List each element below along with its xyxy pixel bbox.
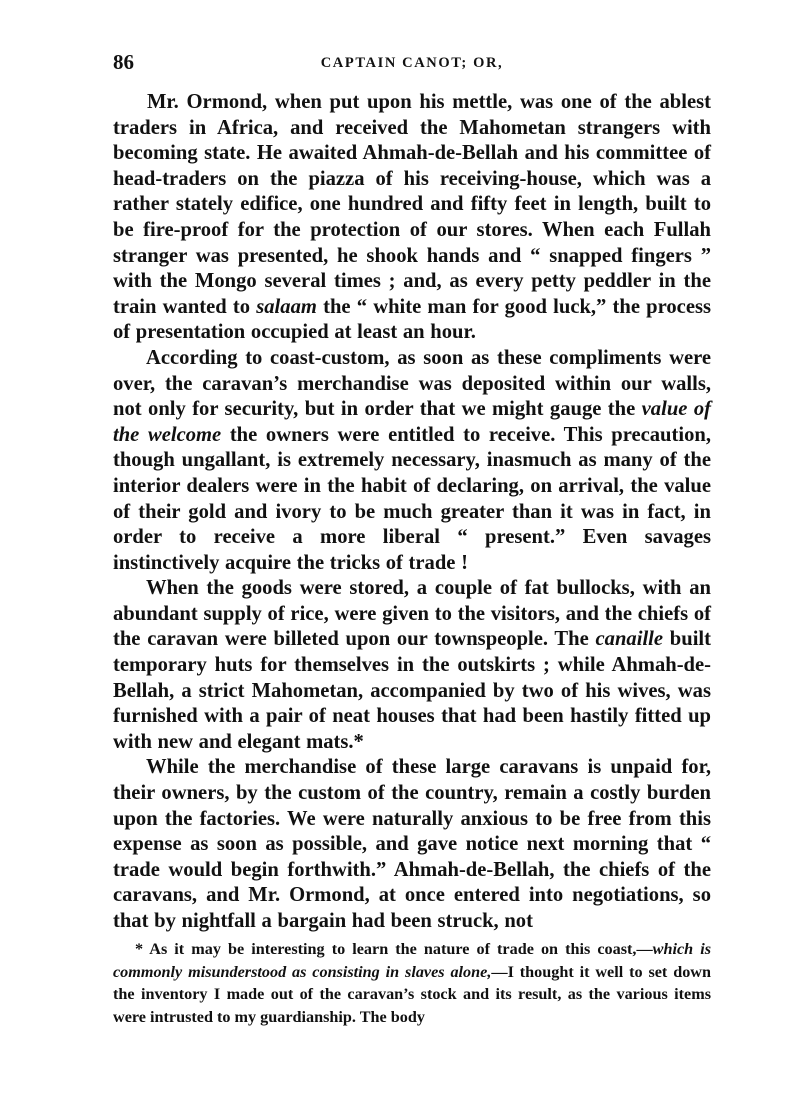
running-head: CAPTAIN CANOT; OR, xyxy=(320,55,504,71)
paragraph-3 xyxy=(113,576,711,755)
italic-phrase-value-of-welcome: value of the welcome xyxy=(113,398,711,446)
page-number: 86 xyxy=(113,50,134,74)
text-segment: According to coast-custom, as soon as these compliments were over, the caravan’s merchandise was deposited within our walls, not only for security, but in order that we might gauge the xyxy=(113,346,711,421)
text-segment: While the merchandise of these large caravans is unpaid for, their owners, by the custom of the country, remain a costly burden upon the factories. We were naturally anxious to be free from this expense as soon as possible, and gave notice next morning that “ trade would begin forthwith.” Ahmah-de-Bellah, the chiefs of the caravans, and Mr. Ormond, at once entered into negotiations, so that by nightfall a bargain had been struck, not xyxy=(113,756,711,932)
italic-footnote-phrase: which is commonly misunderstood as consisting in slaves alone, xyxy=(113,940,711,981)
text-segment: built temporary huts for themselves in the outskirts ; while Ahmah-de-Bellah, a strict Mahometan, accompanied by two of his wives, was furnished with a pair of neat houses that had been hastily fitted up with new and elegant mats.* xyxy=(113,628,711,753)
page-header xyxy=(113,50,711,80)
text-segment: Mr. Ormond, when put upon his mettle, was one of the ablest traders in Africa, and received the Mahometan strangers with becoming state. He awaited Ahmah-de-Bellah and his committee of head-traders on the piazza of his receiving-house, which was a rather stately edifice, one hundred and fifty feet in length, built to be fire-proof for the protection of our stores. When each Fullah stranger was presented, he shook hands and “ snapped fingers ” with the Mongo several times ; and, as every petty peddler in the train wanted to xyxy=(113,91,711,318)
paragraph-2 xyxy=(113,346,711,576)
text-segment: * As it may be interesting to learn the nature of trade on this coast,— xyxy=(135,940,653,958)
italic-word-salaam: salaam xyxy=(256,295,317,318)
text-segment: —I thought it well to set down the inventory I made out of the caravan’s stock and its result, as the various items were intrusted to my guardianship. The body xyxy=(113,962,711,1026)
italic-word-canaille: canaille xyxy=(595,628,664,651)
text-segment: the owners were entitled to receive. This precaution, though ungallant, is extremely necessary, inasmuch as many of the interior dealers were in the habit of declaring, on arrival, the value of their gold and ivory to be much greater than it was in fact, in order to receive a more liberal “ present.” Even savages instinctively acquire the tricks of trade ! xyxy=(113,423,711,574)
footnote-paragraph xyxy=(113,938,711,1028)
text-segment: the “ white man for good luck,” the process of presentation occupied at least an hour. xyxy=(113,295,711,344)
body-text xyxy=(113,90,711,935)
footnote xyxy=(113,938,711,1028)
text-segment: When the goods were stored, a couple of fat bullocks, with an abundant supply of rice, were given to the visitors, and the chiefs of the caravan were billeted upon our townspeople. The xyxy=(113,577,711,651)
paragraph-4 xyxy=(113,755,711,934)
paragraph-1 xyxy=(113,90,711,346)
